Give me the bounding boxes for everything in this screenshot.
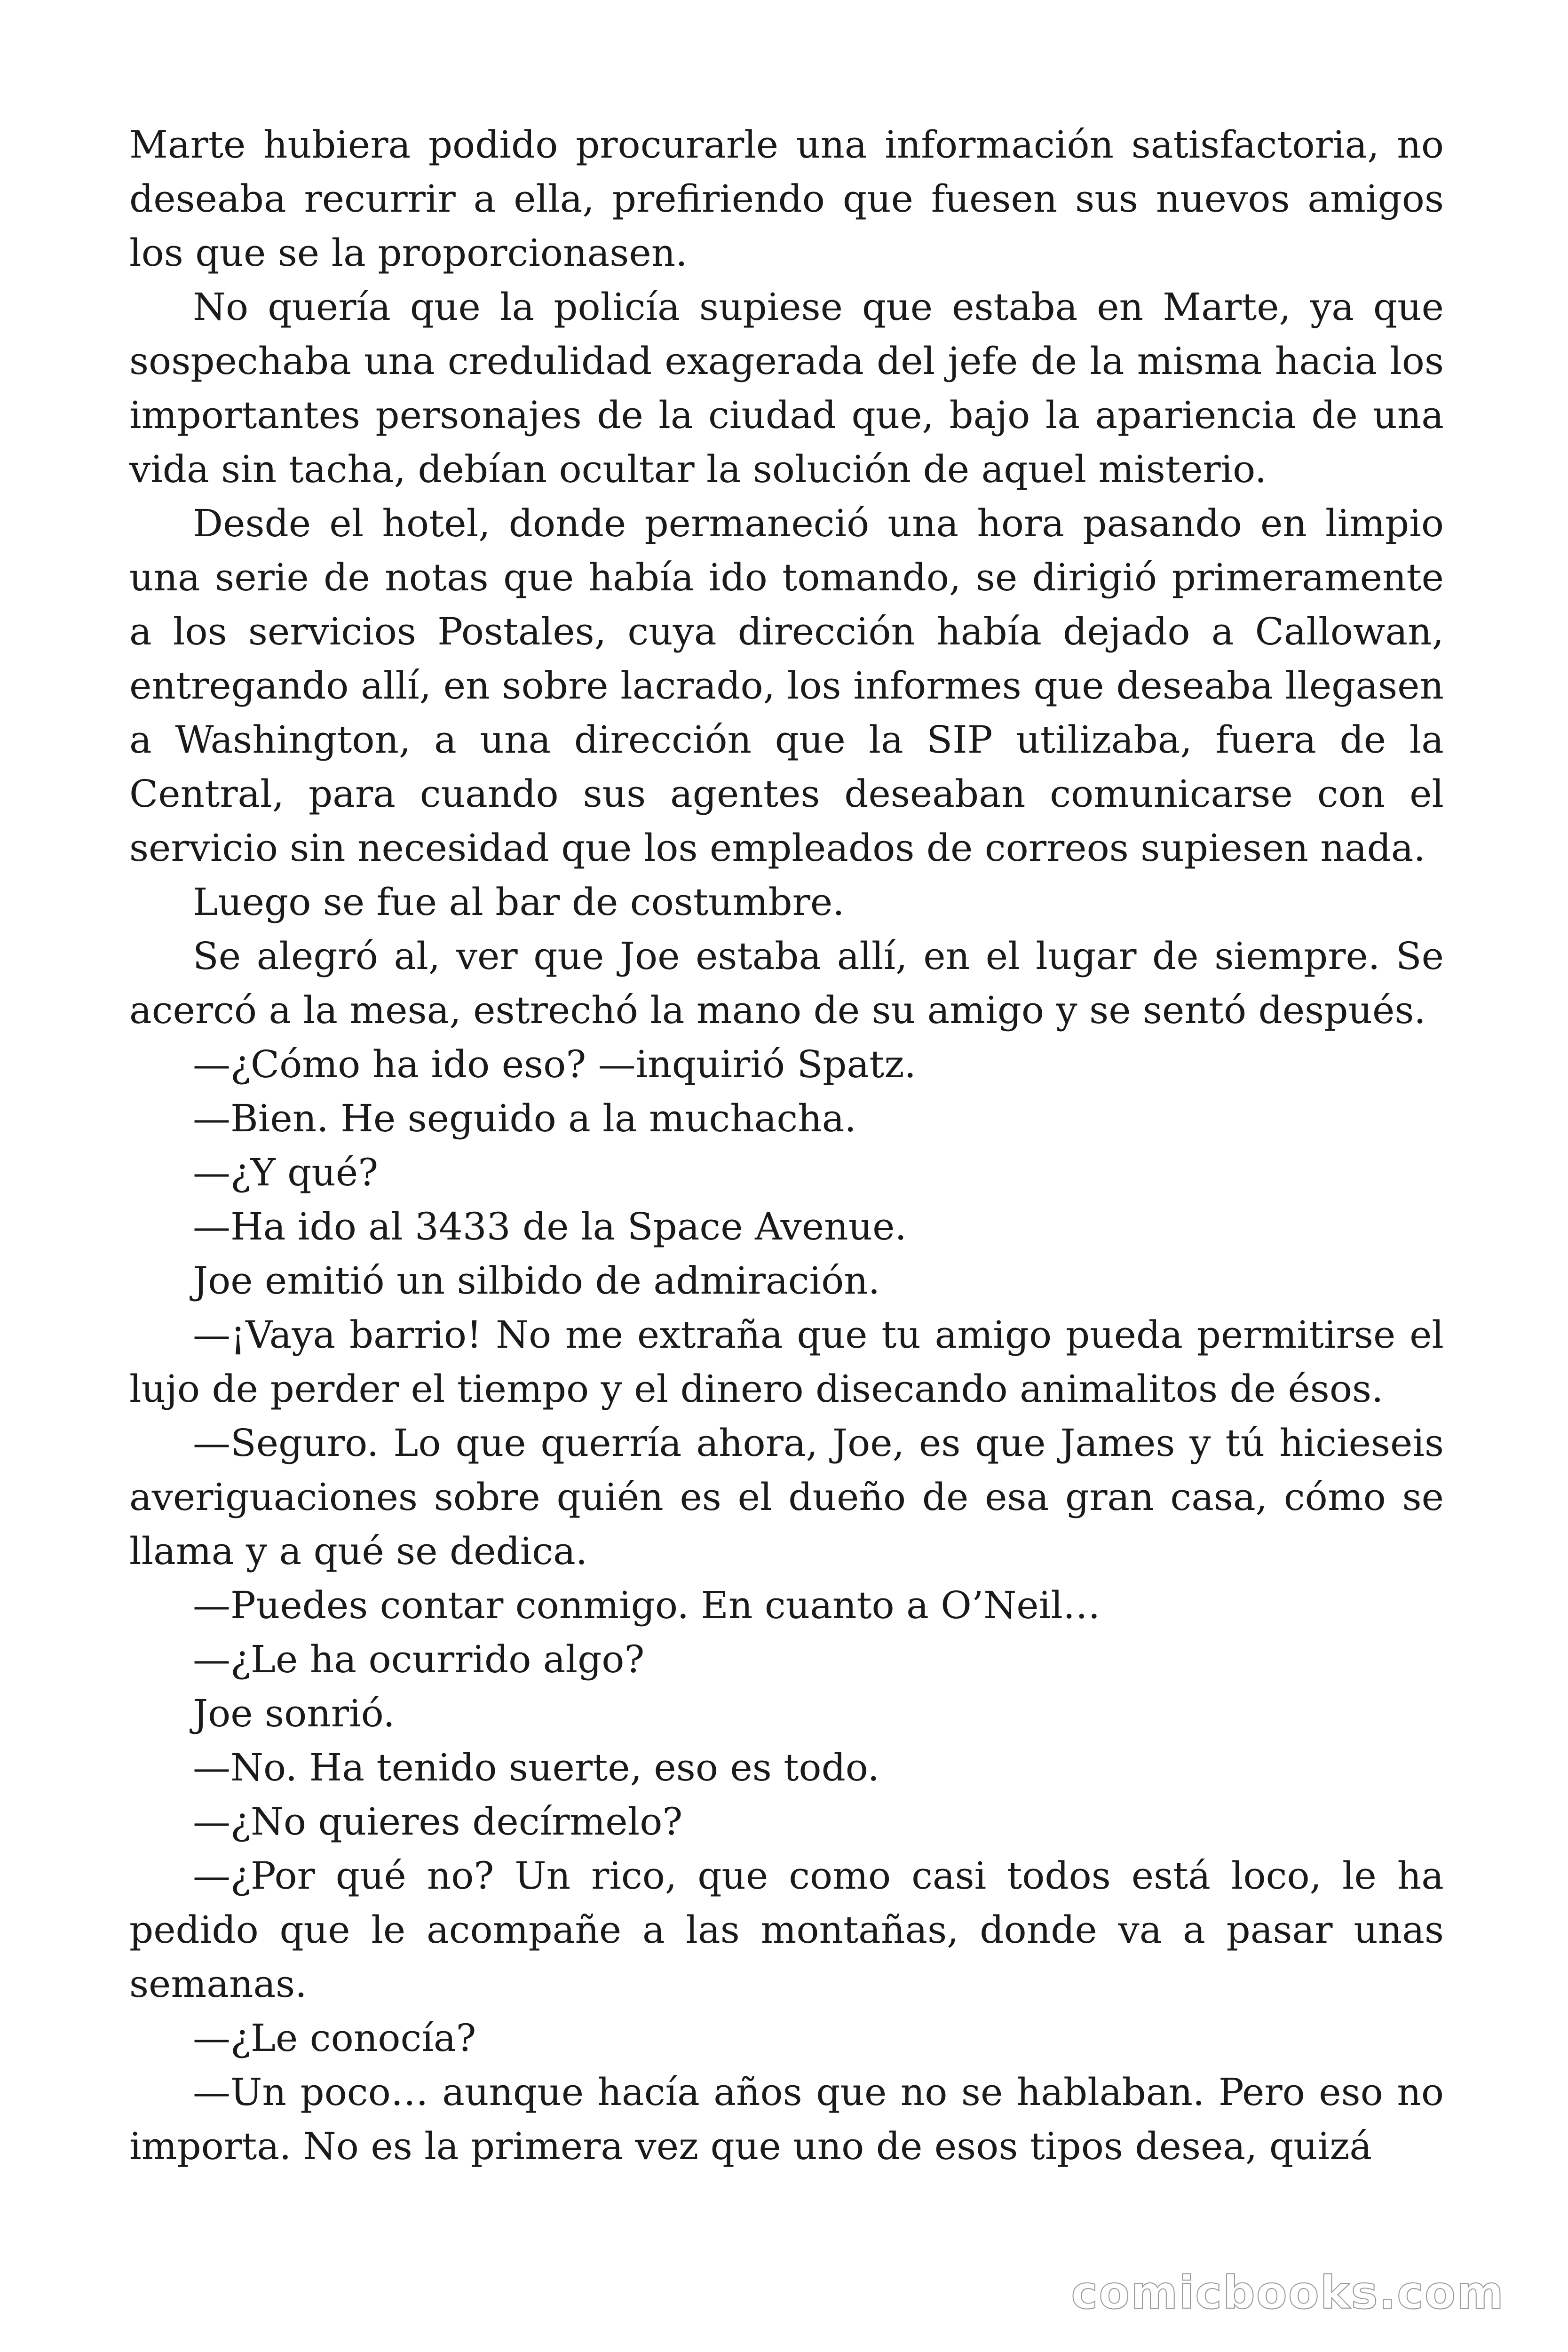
dialogue-line: —¿Y qué? (193, 1151, 379, 1194)
dialogue-line: —¿No quieres decírmelo? (193, 1800, 683, 1843)
paragraph: Joe sonrió. (193, 1692, 395, 1735)
dialogue-line: —¡Vaya barrio! No me extraña que tu amigo pueda permitirse el lujo de perder el tiempo y el dinero disecando animalitos de ésos. (129, 1313, 1444, 1411)
paragraph: Luego se fue al bar de costumbre. (193, 880, 845, 924)
dialogue-line: —Bien. He seguido a la muchacha. (193, 1097, 856, 1140)
dialogue-line: —Puedes contar conmigo. En cuanto a O’Neil… (193, 1583, 1101, 1627)
watermark: comicbooks.com (1071, 2266, 1505, 2319)
paragraph: Desde el hotel, donde permaneció una hora pasando en limpio una serie de notas que había ido tomando, se dirigió primeramente a los servicios Postales, cuya dirección había dejado a Callowan, entregando allí, en sobre lacrado, los informes que deseaba llegasen a Washington, a una dirección que la SIP utilizaba, fuera de la Central, para cuando sus agentes deseaban comunicarse con el servicio sin necesidad que los empleados de correos supiesen nada. (129, 501, 1444, 870)
paragraph: Se alegró al, ver que Joe estaba allí, en el lugar de siempre. Se acercó a la mesa, estrechó la mano de su amigo y se sentó después. (129, 934, 1444, 1032)
dialogue-line: —¿Le conocía? (193, 2016, 476, 2060)
dialogue-line: —¿Le ha ocurrido algo? (193, 1637, 645, 1681)
dialogue-line: —No. Ha tenido suerte, eso es todo. (193, 1746, 879, 1789)
dialogue-line: —¿Por qué no? Un rico, que como casi todos está loco, le ha pedido que le acompañe a las montañas, donde va a pasar unas semanas. (129, 1854, 1444, 2006)
dialogue-line: —Seguro. Lo que querría ahora, Joe, es que James y tú hicieseis averiguaciones sobre quién es el dueño de esa gran casa, cómo se llama y a qué se dedica. (129, 1421, 1444, 1573)
dialogue-line: —Un poco… aunque hacía años que no se hablaban. Pero eso no importa. No es la primera vez que uno de esos tipos desea, quizá (129, 2070, 1444, 2168)
dialogue-line: —¿Cómo ha ido eso? —inquirió Spatz. (193, 1042, 916, 1086)
dialogue-line: —Ha ido al 3433 de la Space Avenue. (193, 1205, 907, 1248)
paragraph: No quería que la policía supiese que estaba en Marte, ya que sospechaba una credulidad exagerada del jefe de la misma hacia los importantes personajes de la ciudad que, bajo la apariencia de una vida sin tacha, debían ocultar la solución de aquel misterio. (129, 285, 1444, 491)
paragraph: Marte hubiera podido procurarle una información satisfactoria, no deseaba recurrir a ella, prefiriendo que fuesen sus nuevos amigos los que se la proporcionasen. (129, 123, 1444, 275)
body-text (129, 118, 1444, 2173)
paragraph: Joe emitió un silbido de admiración. (193, 1259, 880, 1303)
